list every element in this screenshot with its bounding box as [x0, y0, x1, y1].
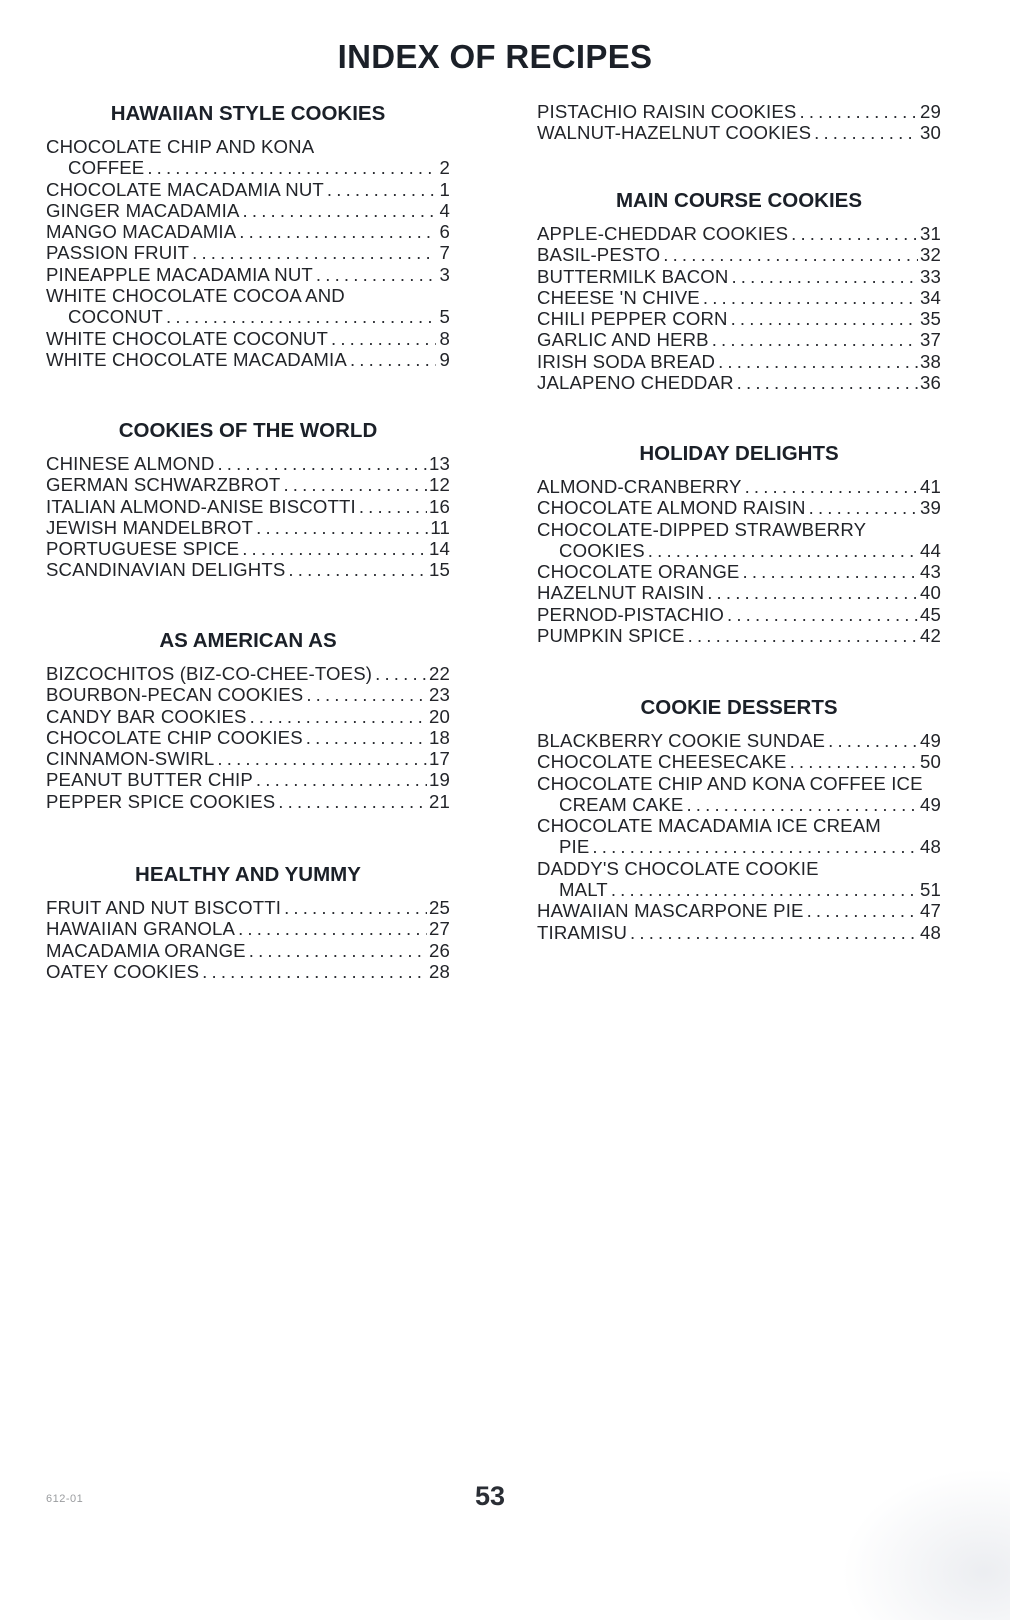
section-heading: COOKIES OF THE WORLD	[118, 419, 378, 442]
section-main-course-cookies	[537, 187, 941, 393]
entry-name-continued: COCONUT	[68, 306, 164, 328]
entry-page-number: 44	[920, 539, 941, 561]
dot-leader	[737, 372, 918, 393]
entry-name: PORTUGUESE SPICE	[46, 538, 240, 560]
dot-leader	[147, 157, 436, 178]
entry-name: HAWAIIAN MASCARPONE PIE	[537, 900, 804, 922]
index-entry	[537, 773, 941, 816]
index-entry	[46, 517, 450, 538]
dot-leader	[239, 221, 436, 242]
dot-leader	[686, 794, 918, 815]
dot-leader	[663, 244, 918, 265]
index-entry	[46, 200, 450, 221]
entry-page-number: 34	[920, 286, 941, 308]
entry-name: CHEESE 'N CHIVE	[537, 286, 700, 308]
footer-code: 612-01	[46, 1493, 84, 1505]
index-entry	[537, 858, 941, 901]
entry-name: HAWAIIAN GRANOLA	[46, 918, 236, 940]
dot-leader	[217, 453, 427, 474]
section-heading: HAWAIIAN STYLE COOKIES	[110, 102, 386, 125]
dot-leader	[331, 328, 436, 349]
index-entry	[46, 897, 450, 918]
entry-page-number: 37	[920, 329, 941, 351]
entry-name: WHITE CHOCOLATE COCOA AND	[46, 285, 345, 307]
section-hawaiian-style-cookies	[46, 100, 450, 370]
dot-leader	[288, 559, 427, 580]
section-heading: MAIN COURSE COOKIES	[615, 189, 863, 212]
index-entry	[537, 223, 941, 244]
entry-page-number: 4	[439, 199, 450, 221]
dot-leader	[350, 349, 436, 370]
scan-smudge	[830, 1460, 1010, 1620]
entry-name: MANGO MACADAMIA	[46, 221, 237, 243]
entry-name: ALMOND-CRANBERRY	[537, 476, 742, 497]
dot-leader	[807, 900, 918, 921]
entry-page-number: 32	[920, 244, 941, 266]
entry-page-number: 50	[920, 751, 941, 773]
entry-page-number: 39	[920, 497, 941, 519]
index-entry	[537, 730, 941, 751]
dot-leader	[306, 727, 427, 748]
section-heading: HEALTHY AND YUMMY	[135, 863, 361, 886]
dot-leader	[217, 748, 427, 769]
entry-name: WALNUT-HAZELNUT COOKIES	[537, 122, 812, 144]
entry-page-number: 13	[429, 453, 450, 474]
entry-name: GINGER MACADAMIA	[46, 199, 240, 221]
entry-page-number: 49	[920, 793, 941, 815]
dot-leader	[359, 496, 427, 517]
entry-page-number: 48	[920, 921, 941, 943]
index-entry	[537, 372, 941, 393]
entry-name: CHOCOLATE MACADAMIA NUT	[46, 178, 324, 200]
entry-name: IRISH SODA BREAD	[537, 350, 716, 372]
index-entry	[46, 706, 450, 727]
entry-name: CHOCOLATE CHEESECAKE	[537, 751, 787, 773]
dot-leader	[745, 476, 918, 497]
page-number: 53	[475, 1481, 506, 1511]
dot-leader	[327, 179, 436, 200]
entry-page-number: 29	[920, 101, 941, 122]
index-entry	[537, 900, 941, 921]
index-entry	[537, 604, 941, 625]
entry-name: DADDY'S CHOCOLATE COOKIE	[537, 857, 819, 879]
dot-leader	[712, 329, 918, 350]
entry-name: SCANDINAVIAN DELIGHTS	[46, 559, 286, 581]
entry-name: OATEY COOKIES	[46, 960, 200, 982]
entry-name: CHINESE ALMOND	[46, 453, 215, 474]
entry-name: PUMPKIN SPICE	[537, 625, 685, 647]
entry-page-number: 41	[920, 476, 941, 497]
index-entry	[46, 538, 450, 559]
index-entry	[537, 476, 941, 497]
entry-name: CHOCOLATE-DIPPED STRAWBERRY	[537, 518, 867, 540]
entry-name: WHITE CHOCOLATE COCONUT	[46, 327, 329, 349]
index-entry	[46, 285, 450, 328]
entry-name: PINEAPPLE MACADAMIA NUT	[46, 263, 313, 285]
entry-name: BOURBON-PECAN COOKIES	[46, 684, 304, 706]
dot-leader	[243, 200, 436, 221]
entry-name: JEWISH MANDELBROT	[46, 516, 254, 538]
entry-page-number: 47	[920, 900, 941, 922]
entry-name: CHOCOLATE ORANGE	[537, 561, 740, 583]
dot-leader	[828, 730, 918, 751]
entry-page-number: 48	[920, 836, 941, 858]
index-entry	[537, 101, 941, 122]
dot-leader	[283, 474, 427, 495]
index-entry	[46, 748, 450, 769]
dot-leader	[731, 308, 918, 329]
index-entry	[537, 351, 941, 372]
section-cookies-of-the-world	[46, 417, 450, 581]
dot-leader	[718, 351, 918, 372]
dot-leader	[278, 791, 427, 812]
entry-page-number: 15	[429, 559, 450, 581]
index-entry	[537, 266, 941, 287]
entry-name: APPLE-CHEDDAR COOKIES	[537, 223, 789, 244]
entry-page-number: 26	[429, 939, 450, 961]
entry-name: PASSION FRUIT	[46, 242, 190, 264]
entry-name: HAZELNUT RAISIN	[537, 582, 705, 604]
index-entry	[537, 519, 941, 562]
dot-leader	[791, 223, 918, 244]
entry-name: BLACKBERRY COOKIE SUNDAE	[537, 730, 826, 751]
index-entry	[46, 453, 450, 474]
entry-page-number: 1	[439, 178, 450, 200]
dot-leader	[284, 897, 427, 918]
dot-leader	[790, 751, 918, 772]
index-entry	[46, 328, 450, 349]
dot-leader	[306, 684, 427, 705]
entry-name: CHOCOLATE CHIP COOKIES	[46, 726, 303, 748]
entry-name: CHOCOLATE MACADAMIA ICE CREAM	[537, 815, 881, 837]
dot-leader	[316, 264, 436, 285]
page-title: INDEX OF RECIPES	[337, 38, 653, 75]
entry-page-number: 18	[429, 726, 450, 748]
index-entry	[46, 474, 450, 495]
entry-page-number: 23	[429, 684, 450, 706]
entry-page-number: 14	[429, 538, 450, 560]
entry-page-number: 30	[920, 122, 941, 144]
dot-leader	[375, 663, 427, 684]
dot-leader	[192, 242, 436, 263]
entry-page-number: 5	[439, 306, 450, 328]
index-entry	[46, 136, 450, 179]
entry-name: ITALIAN ALMOND-ANISE BISCOTTI	[46, 495, 356, 517]
entry-name: JALAPENO CHEDDAR	[537, 372, 734, 394]
dot-leader	[799, 101, 918, 122]
dot-leader	[611, 879, 918, 900]
dot-leader	[814, 122, 918, 143]
section-heading: HOLIDAY DELIGHTS	[639, 442, 839, 465]
index-entry	[537, 582, 941, 603]
index-entry	[46, 559, 450, 580]
entry-page-number: 12	[429, 474, 450, 496]
dot-leader	[249, 940, 427, 961]
entry-page-number: 6	[439, 221, 450, 243]
index-entry	[46, 791, 450, 812]
entry-page-number: 40	[920, 582, 941, 604]
entry-name: PEANUT BUTTER CHIP	[46, 769, 253, 791]
entry-name: CHOCOLATE CHIP AND KONA	[46, 136, 315, 157]
entry-name: PEPPER SPICE COOKIES	[46, 790, 276, 812]
entry-page-number: 36	[920, 372, 941, 394]
entry-page-number: 38	[920, 350, 941, 372]
index-entry	[46, 179, 450, 200]
entry-name: FRUIT AND NUT BISCOTTI	[46, 897, 282, 918]
section-heading: AS AMERICAN AS	[159, 629, 337, 652]
entry-name: WHITE CHOCOLATE MACADAMIA	[46, 348, 347, 370]
entry-name: GERMAN SCHWARZBROT	[46, 474, 281, 496]
index-entry	[46, 349, 450, 370]
entry-name: PISTACHIO RAISIN COOKIES	[537, 101, 797, 122]
dot-leader	[648, 540, 918, 561]
entry-name-continued: COFFEE	[68, 157, 145, 179]
dot-leader	[727, 604, 918, 625]
dot-leader	[256, 517, 428, 538]
dot-leader	[238, 918, 427, 939]
index-entry	[537, 922, 941, 943]
section-as-american-as	[46, 627, 450, 812]
entry-page-number: 3	[439, 263, 450, 285]
entry-name: BIZCOCHITOS (BIZ-CO-CHEE-TOES)	[46, 663, 373, 684]
index-entry	[537, 287, 941, 308]
index-entry	[46, 264, 450, 285]
index-entry	[46, 496, 450, 517]
dot-leader	[166, 306, 436, 327]
section-continued	[537, 101, 941, 144]
index-entry	[537, 497, 941, 518]
dot-leader	[809, 497, 918, 518]
index-entry	[46, 727, 450, 748]
section-holiday-delights	[537, 440, 941, 646]
index-entry	[537, 561, 941, 582]
entry-name-continued: COOKIES	[559, 539, 645, 561]
entry-page-number: 28	[429, 960, 450, 982]
entry-name: CINNAMON-SWIRL	[46, 748, 215, 770]
entry-name: CHILI PEPPER CORN	[537, 308, 728, 330]
entry-page-number: 17	[429, 748, 450, 770]
entry-name: TIRAMISU	[537, 921, 628, 943]
entry-page-number: 45	[920, 603, 941, 625]
entry-page-number: 35	[920, 308, 941, 330]
index-entry	[46, 769, 450, 790]
entry-page-number: 27	[429, 918, 450, 940]
index-entry	[46, 663, 450, 684]
index-entry	[537, 122, 941, 143]
index-entry	[46, 961, 450, 982]
index-entry	[537, 751, 941, 772]
entry-name: PERNOD-PISTACHIO	[537, 603, 724, 625]
entry-name: BUTTERMILK BACON	[537, 265, 729, 287]
entry-name: MACADAMIA ORANGE	[46, 939, 246, 961]
entry-name-continued: MALT	[559, 879, 608, 901]
section-healthy-and-yummy	[46, 861, 450, 982]
index-entry	[537, 815, 941, 858]
entry-name: CHOCOLATE ALMOND RAISIN	[537, 497, 806, 519]
dot-leader	[592, 836, 918, 857]
entry-page-number: 22	[429, 663, 450, 684]
index-entry	[537, 625, 941, 646]
dot-leader	[256, 769, 427, 790]
entry-page-number: 25	[429, 897, 450, 918]
entry-page-number: 7	[439, 242, 450, 264]
entry-page-number: 33	[920, 265, 941, 287]
entry-page-number: 20	[429, 705, 450, 727]
entry-page-number: 49	[920, 730, 941, 751]
dot-leader	[707, 582, 918, 603]
entry-name: BASIL-PESTO	[537, 244, 661, 266]
entry-page-number: 16	[429, 495, 450, 517]
entry-name: GARLIC AND HERB	[537, 329, 709, 351]
entry-page-number: 2	[439, 157, 450, 179]
entry-page-number: 51	[920, 879, 941, 901]
index-entry	[46, 940, 450, 961]
section-heading: COOKIE DESSERTS	[640, 696, 838, 719]
index-entry	[537, 308, 941, 329]
section-cookie-desserts	[537, 694, 941, 943]
dot-leader	[742, 561, 918, 582]
dot-leader	[630, 922, 918, 943]
entry-page-number: 19	[429, 769, 450, 791]
index-entry	[537, 244, 941, 265]
dot-leader	[202, 961, 427, 982]
entry-name: CHOCOLATE CHIP AND KONA COFFEE ICE	[537, 772, 923, 794]
dot-leader	[242, 538, 427, 559]
entry-page-number: 9	[439, 348, 450, 370]
entry-name: CANDY BAR COOKIES	[46, 705, 247, 727]
dot-leader	[688, 625, 918, 646]
dot-leader	[731, 266, 918, 287]
index-entry	[537, 329, 941, 350]
entry-page-number: 43	[920, 561, 941, 583]
entry-page-number: 11	[430, 516, 450, 538]
entry-page-number: 8	[439, 327, 450, 349]
dot-leader	[250, 706, 427, 727]
entry-name-continued: PIE	[559, 836, 590, 858]
entry-page-number: 31	[920, 223, 941, 244]
index-entry	[46, 221, 450, 242]
entry-page-number: 21	[429, 790, 450, 812]
index-entry	[46, 242, 450, 263]
index-entry	[46, 918, 450, 939]
dot-leader	[703, 287, 918, 308]
index-entry	[46, 684, 450, 705]
entry-page-number: 42	[920, 625, 941, 647]
entry-name-continued: CREAM CAKE	[559, 793, 684, 815]
